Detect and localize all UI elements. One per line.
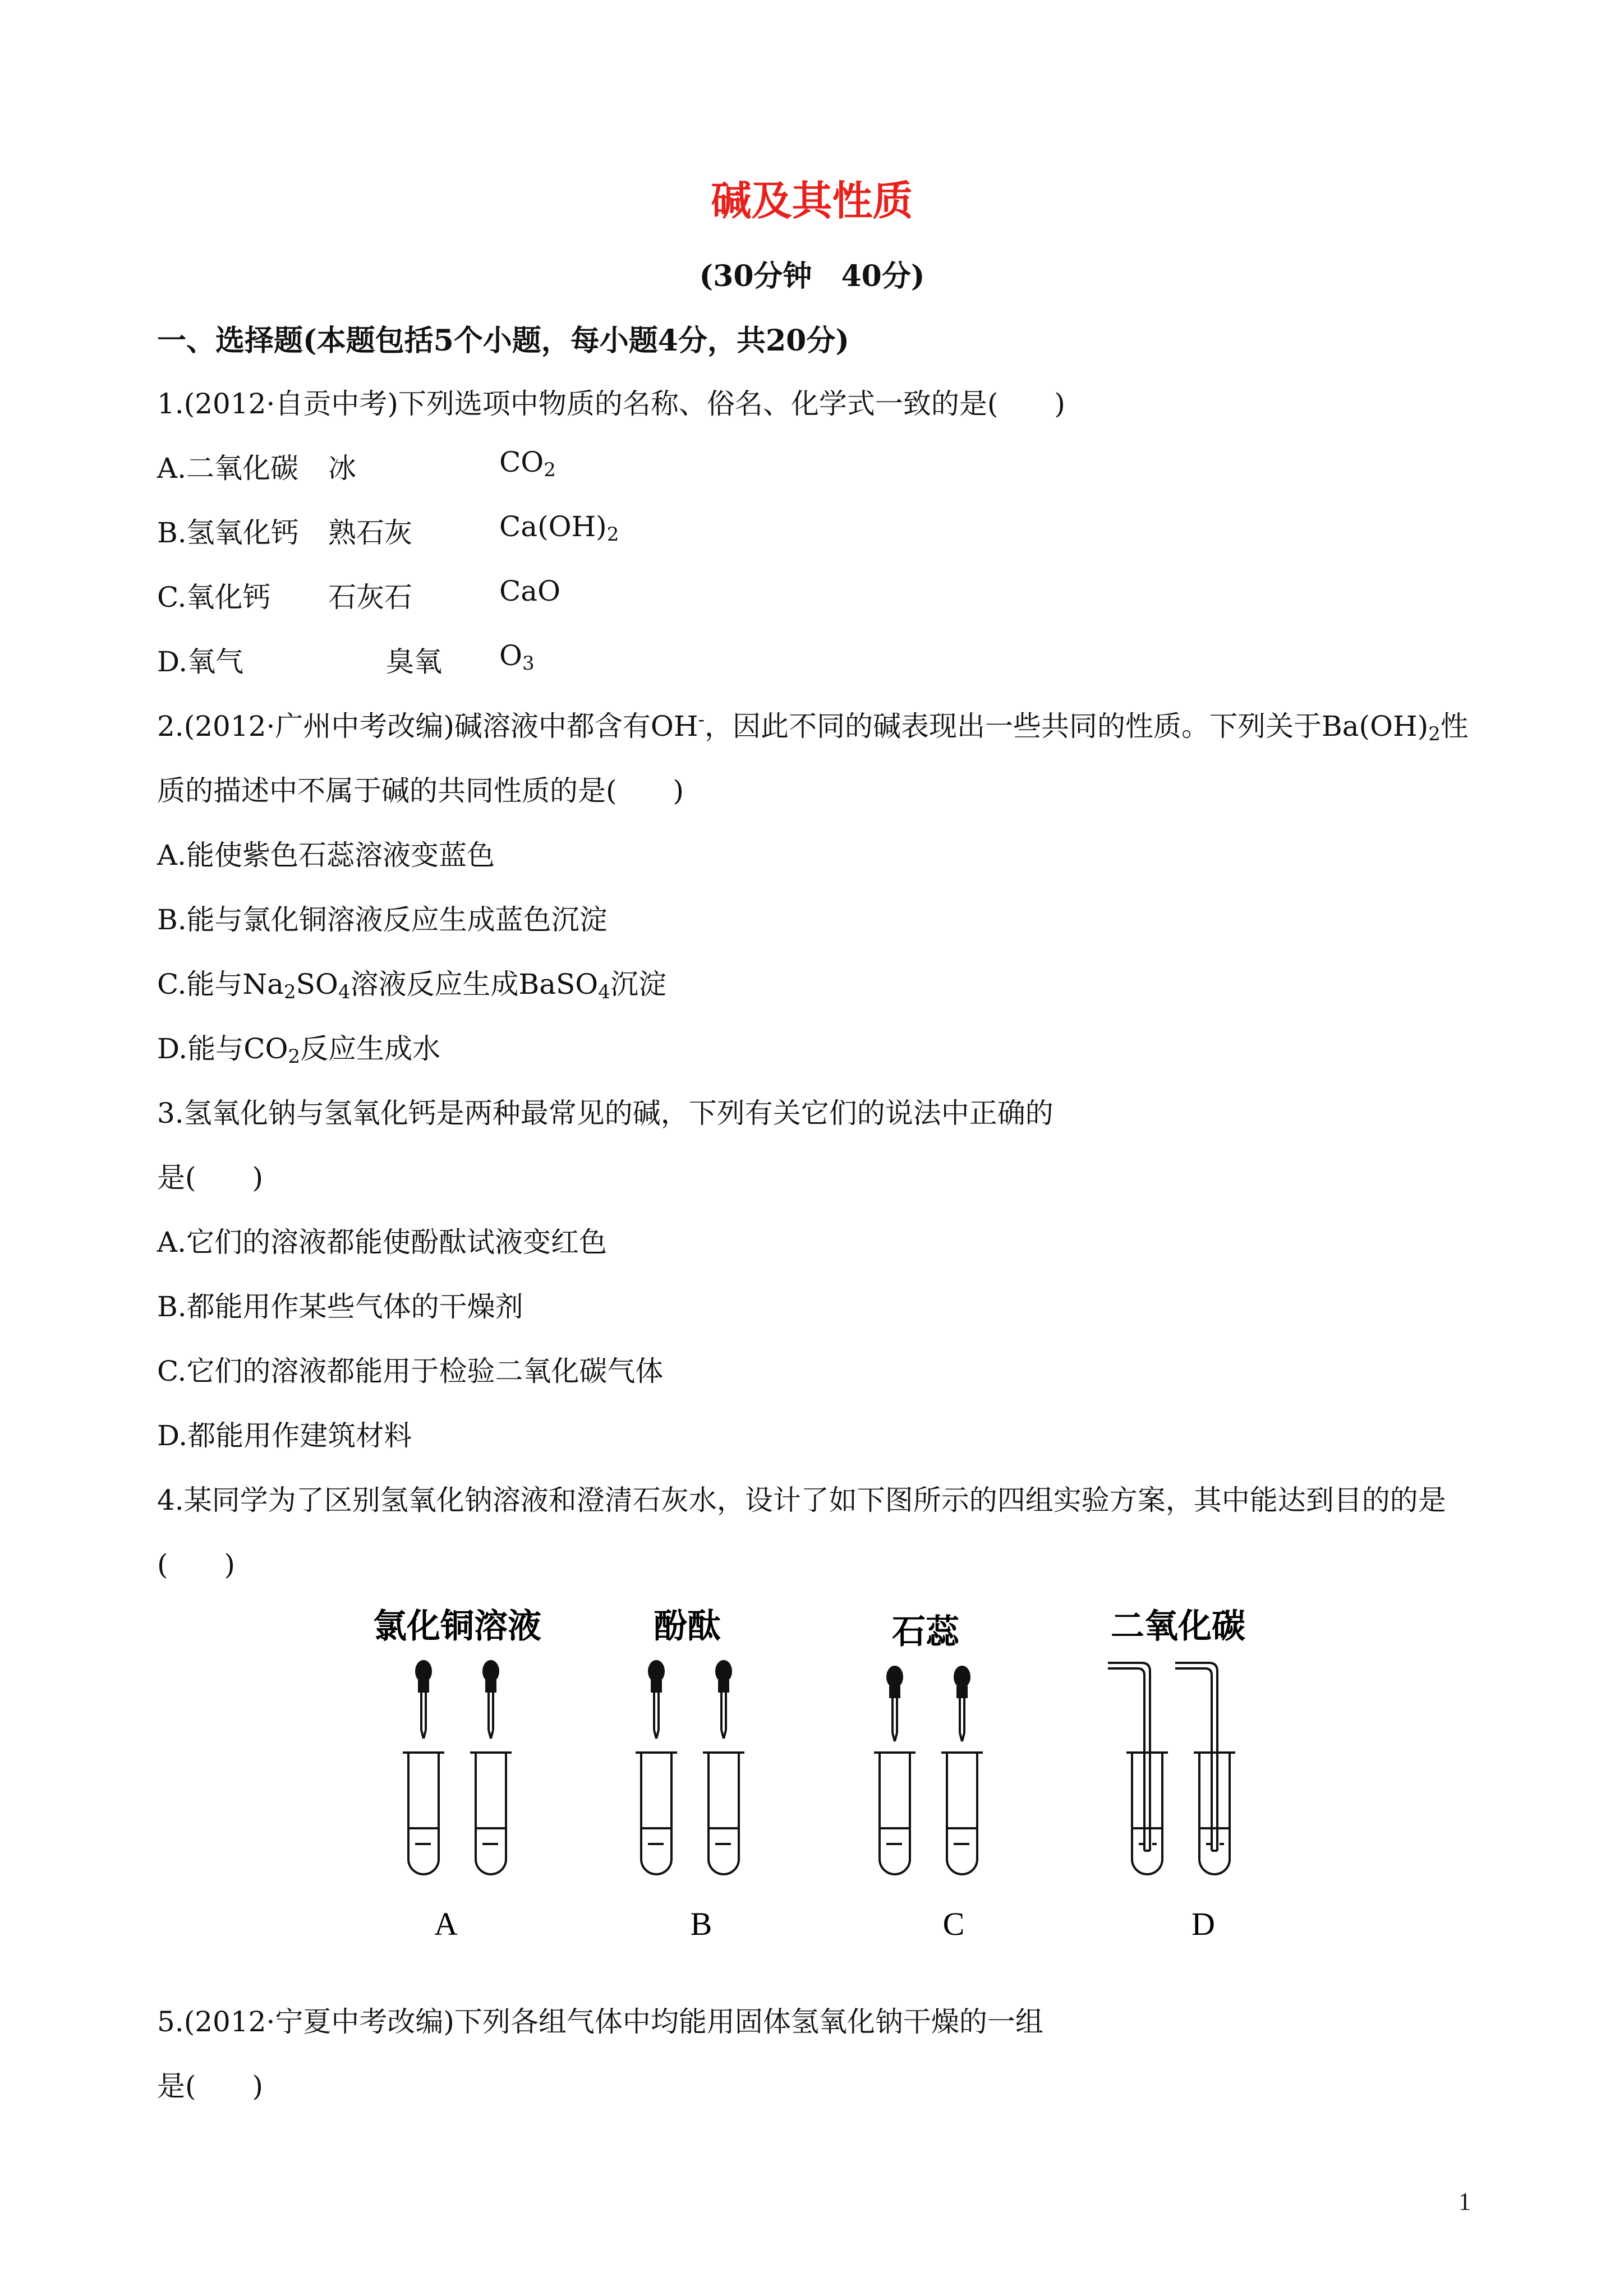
q1-d-formula: $O_3$ (499, 639, 535, 675)
q1-a-formula: $CO_2$ (499, 446, 556, 481)
q3-stem-line1: 3.氢氧化钠与氢氧化钙是两种最常见的碱，下列有关它们的说法中正确的 (157, 1097, 1053, 1129)
q3-stem-line2: 是( ) (157, 1161, 264, 1194)
test-tube-icon (470, 1753, 512, 1874)
q1-b-formula: $Ca(OH)_2$ (499, 510, 619, 546)
group-d-apparatus (1108, 1663, 1235, 1874)
q4-stem-line1: 4.某同学为了区别氢氧化钠溶液和澄清石灰水，设计了如下图所示的四组实验方案，其中能达到目的的是 (157, 1484, 1446, 1516)
gas-tube-icon (1108, 1663, 1150, 1851)
figure-label-b: 酚酞 (654, 1607, 721, 1646)
q3-option-b: B.都能用作某些气体的干燥剂 (157, 1290, 523, 1323)
page-title: 碱及其性质 (711, 177, 913, 224)
q1-a-letter-name: A.二氧化碳 (157, 452, 299, 485)
figure-letter-a: A (434, 1906, 458, 1942)
dropper-icon (649, 1661, 664, 1739)
q3-option-a: A.它们的溶液都能使酚酞试液变红色 (157, 1226, 608, 1258)
q5-stem-line2: 是( ) (157, 2070, 264, 2103)
figure-letter-b: B (690, 1906, 712, 1942)
figure-letter-c: C (942, 1906, 965, 1942)
q2-option-c: C.能与$Na_2SO_4$溶液反应生成BaSO$_4$沉淀 (157, 968, 666, 1003)
figure-label-c: 石蕊 (892, 1612, 959, 1652)
group-a-apparatus (403, 1661, 512, 1874)
dropper-icon (416, 1661, 431, 1739)
time-score-info: (30分钟 40分) (699, 259, 925, 293)
q1-b-letter-name: B.氢氧化钙 (157, 517, 299, 549)
test-tube-icon (1126, 1753, 1168, 1874)
group-b-apparatus (636, 1661, 744, 1874)
experiment-figure (359, 1604, 1257, 1952)
test-tube-icon (636, 1753, 677, 1874)
figure-letter-d: D (1191, 1906, 1215, 1942)
q5-stem-line1: 5.(2012·宁夏中考改编)下列各组气体中均能用固体氢氧化钠干燥的一组 (157, 2005, 1043, 2038)
figure-label-a: 氯化铜溶液 (373, 1607, 541, 1646)
q1-c-formula: CaO (499, 575, 561, 607)
q1-d-common: 臭氧 (386, 646, 442, 678)
test-tube-icon (403, 1753, 444, 1874)
test-tube-icon (1194, 1753, 1235, 1874)
q2-option-d: D.能与$CO_2$反应生成水 (157, 1032, 441, 1068)
q1-d-letter-name: D.氧气 (157, 646, 244, 678)
dropper-icon (484, 1661, 498, 1739)
q1-b-common: 熟石灰 (328, 517, 412, 549)
q1-stem: 1.(2012·自贡中考)下列选项中物质的名称、俗名、化学式一致的是( ) (157, 388, 1065, 420)
page-number: 1 (1459, 2188, 1471, 2215)
test-tube-icon (874, 1753, 915, 1874)
q2-stem-line1: 2.(2012·广州中考改编)碱溶液中都含有OH-，因此不同的碱表现出一些共同的性质。下列关于$Ba(OH)_2$性 (157, 708, 1469, 745)
q1-a-common: 冰 (328, 452, 356, 485)
q4-stem-line2: ( ) (157, 1548, 236, 1581)
figure-label-d: 二氧化碳 (1111, 1607, 1245, 1646)
test-tube-icon (703, 1753, 744, 1874)
q3-option-d: D.都能用作建筑材料 (157, 1419, 412, 1452)
test-tube-icon (941, 1753, 983, 1874)
section-heading: 一、选择题(本题包括5个小题，每小题4分，共20分) (157, 324, 849, 358)
q2-option-a: A.能使紫色石蕊溶液变蓝色 (157, 839, 495, 872)
q2-option-b: B.能与氯化铜溶液反应生成蓝色沉淀 (157, 903, 608, 936)
group-c-apparatus (874, 1667, 983, 1874)
gas-tube-icon (1175, 1663, 1217, 1851)
dropper-icon (887, 1667, 902, 1741)
q2-stem-line2: 质的描述中不属于碱的共同性质的是( ) (157, 774, 684, 807)
dropper-icon (716, 1661, 731, 1739)
q3-option-c: C.它们的溶液都能用于检验二氧化碳气体 (157, 1355, 664, 1387)
q1-c-letter-name: C.氧化钙 (157, 581, 271, 614)
dropper-icon (955, 1667, 969, 1741)
q1-c-common: 石灰石 (328, 581, 412, 614)
